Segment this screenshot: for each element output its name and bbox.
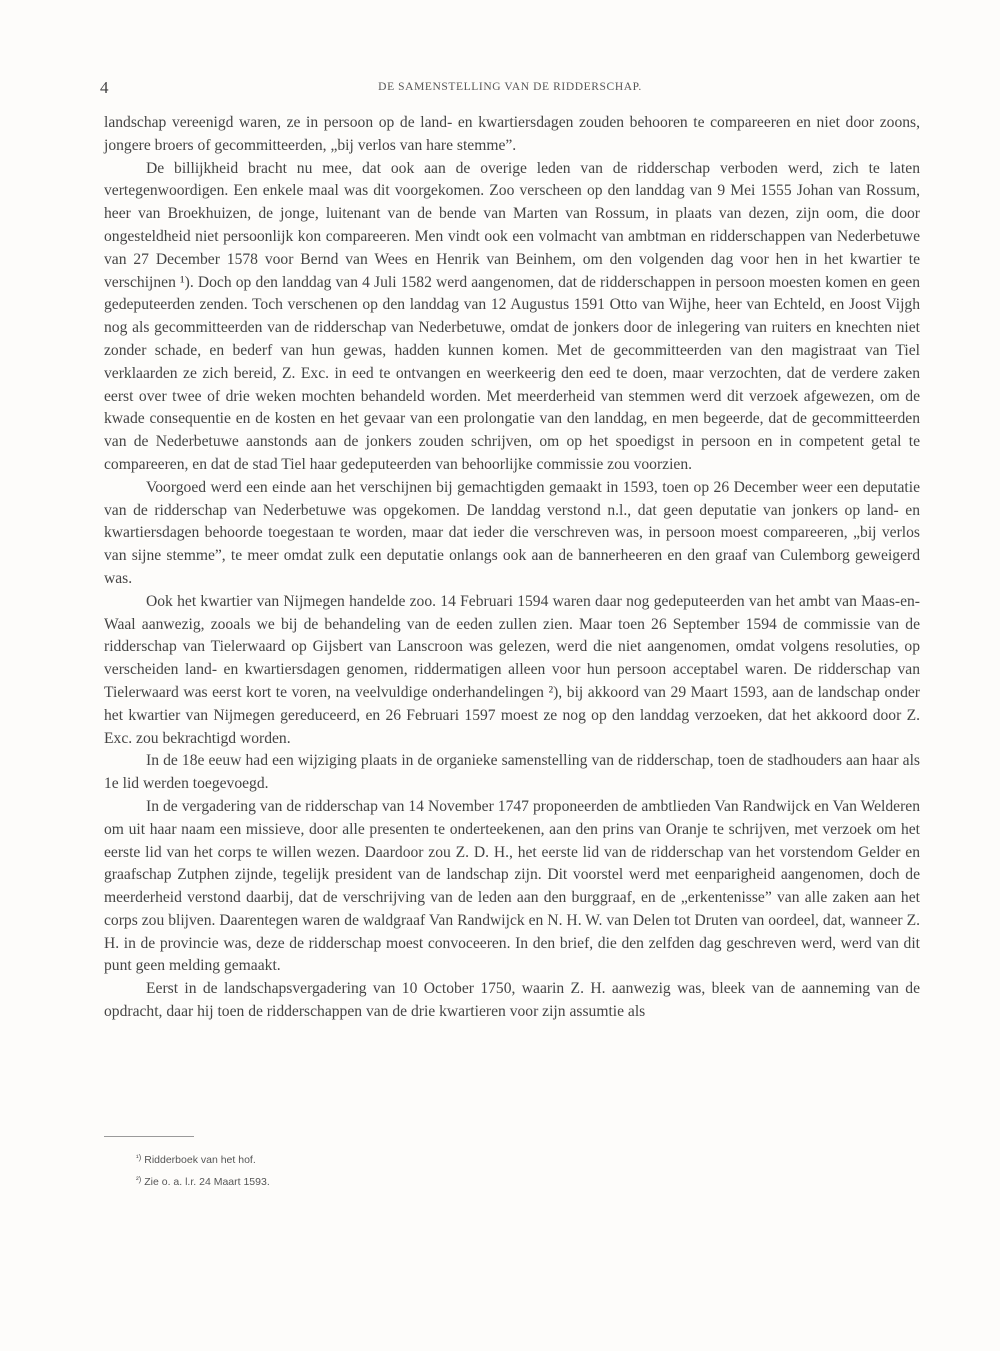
paragraph: Eerst in de landschapsvergadering van 10 October 1750, waarin Z. H. aanwezig was, bleek van de aanneming van de opdracht, daar hij toen de ridderschappen van de drie kwartieren voor zijn assumtie als — [104, 980, 920, 1021]
paragraph: In de 18e eeuw had een wijziging plaats in de organieke samenstelling van de ridderschap, toen de stadhouders aan haar als 1e lid werden toegevoegd. — [104, 752, 920, 793]
paragraph: Voorgoed werd een einde aan het verschijnen bij gemachtigden gemaakt in 1593, toen op 26 December weer een deputatie van de ridderschap van Nederbetuwe was opgekomen. De landdag verstond n.l., dat geen deputatie van jonkers op land- en kwartiersdagen behoorde toegestaan te worden, maar dat ieder die verschreven was, in persoon moest compareeren, „bij verlos van sijne stemme”, te meer omdat zulk een deputatie onlangs ook aan de bannerheeren en den graaf van Culemborg geweigerd was. — [104, 478, 920, 587]
footnote-text: Zie o. a. l.r. 24 Maart 1593. — [144, 1176, 270, 1188]
body-text — [104, 112, 920, 1024]
footnote — [136, 1148, 736, 1170]
footnote — [136, 1170, 736, 1192]
footnote-divider — [104, 1136, 194, 1137]
paragraph: De billijkheid bracht nu mee, dat ook aan de overige leden van de ridderschap verboden werd, zich te laten vertegenwoordigen. Een enkele maal was dit voorgekomen. Zoo verscheen op den landdag van 9 Mei 1555 Johan van Rossum, heer van Broekhuizen, de jonge, luitenant van de bende van Marten van Rossum, in plaats van dezen, zijn oom, die door ongesteldheid niet persoonlijk kon compareeren. Men vindt ook een volmacht van ambtman en ridderschappen van Nederbetuwe van 27 December 1578 voor Bernd van Wees en Henrik van Beinhem, om den volgenden dag voor hen in het kwartier te verschijnen ¹). Doch op den landdag van 4 Juli 1582 werd aangenomen, dat de ridderschappen in persoon moesten komen en geen gedeputeerden zenden. Toch verschenen op den landdag van 12 Augustus 1591 Otto van Wijhe, heer van Echteld, en Joost Vijgh nog als gecommitteerden van de ridderschap van Nederbetuwe, omdat de jonkers door de inlegering van ruiters en knechten niet zonder schade, en bederf van hun gewas, hadden kunnen komen. Met de gecommitteerden van den magistraat van Tiel verklaarden ze zich bereid, Z. Exc. in eed te ontvangen en weerkeerig den eed te doen, maar verzochten, dat de verdere zaken eerst over twee of drie weken mochten behandeld worden. Met meerderheid van stemmen werd dit verzoek afgewezen, om de kwade consequentie en de kosten en het gevaar van een prolongatie van den landdag, en men begeerde, dat de gecommitteerden van de Nederbetuwe aanstonds aan de jonkers zouden schrijven, om op het spoedigst in persoon en in competent getal te compareeren, en dat de stad Tiel haar gedeputeerden van behoorlijke commissie zou voorzien. — [104, 159, 920, 473]
running-head: DE SAMENSTELLING VAN DE RIDDERSCHAP. — [378, 81, 642, 93]
page-number: 4 — [100, 78, 109, 97]
paragraph: In de vergadering van de ridderschap van 14 November 1747 proponeerden de ambtlieden Van Randwijck en Van Welderen om uit haar naam een missieve, door alle presenten te onderteekenen, aan den prins van Oranje te schrijven, met verzoek om het eerste lid van het corps te willen wezen. Daardoor zou Z. D. H., het eerste lid van de ridderschap van het vorstendom Gelder en graafschap Zutphen zijnde, tegelijk president van de landschap zijn. Dit voorstel werd met eenparigheid aangenomen, doch de meerderheid verstond daarbij, dat de verschrijving van de leden aan den burggraaf, en de „erkentenisse” van alle zaken aan het corps zou blijven. Daarentegen waren de waldgraaf Van Randwijck en N. H. W. van Delen tot Druten van oordeel, dat, wanneer Z. H. in de provincie was, deze de ridderschap moest convoceeren. In den brief, die den zelfden dag geschreven werd, werd van dit punt geen melding gemaakt. — [104, 797, 920, 975]
page-header — [100, 78, 920, 100]
footnote-mark: ¹) — [136, 1153, 142, 1162]
footnotes — [136, 1148, 736, 1192]
paragraph: landschap vereenigd waren, ze in persoon op de land- en kwartiersdagen zouden behooren te compareeren en niet door zoons, jongere broers of gecommitteerden, „bij verlos van hare stemme”. — [104, 114, 920, 154]
footnote-text: Ridderboek van het hof. — [144, 1154, 256, 1166]
footnote-mark: ²) — [136, 1175, 142, 1184]
paragraph: Ook het kwartier van Nijmegen handelde zoo. 14 Februari 1594 waren daar nog gedeputeerden van het ambt van Maas-en-Waal aanwezig, zooals we bij de behandeling van de eeden zullen zien. Maar toen 26 September 1594 de commissie van de ridderschap van Tielerwaard op Gijsbert van Lanscroon was gelezen, werd die niet aangenomen, omdat volgens resoluties, op verscheiden land- en kwartiersdagen genomen, riddermatigen alleen voor hun persoon acceptabel waren. De ridderschap van Tielerwaard was eerst kort te voren, na veelvuldige onderhandelingen ²), bij akkoord van 29 Maart 1593, aan de landschap onder het kwartier van Nijmegen gereduceerd, en 26 Februari 1597 moest ze nog op den landdag verzoeken, dat het akkoord door Z. Exc. zou bekrachtigd worden. — [104, 592, 920, 747]
